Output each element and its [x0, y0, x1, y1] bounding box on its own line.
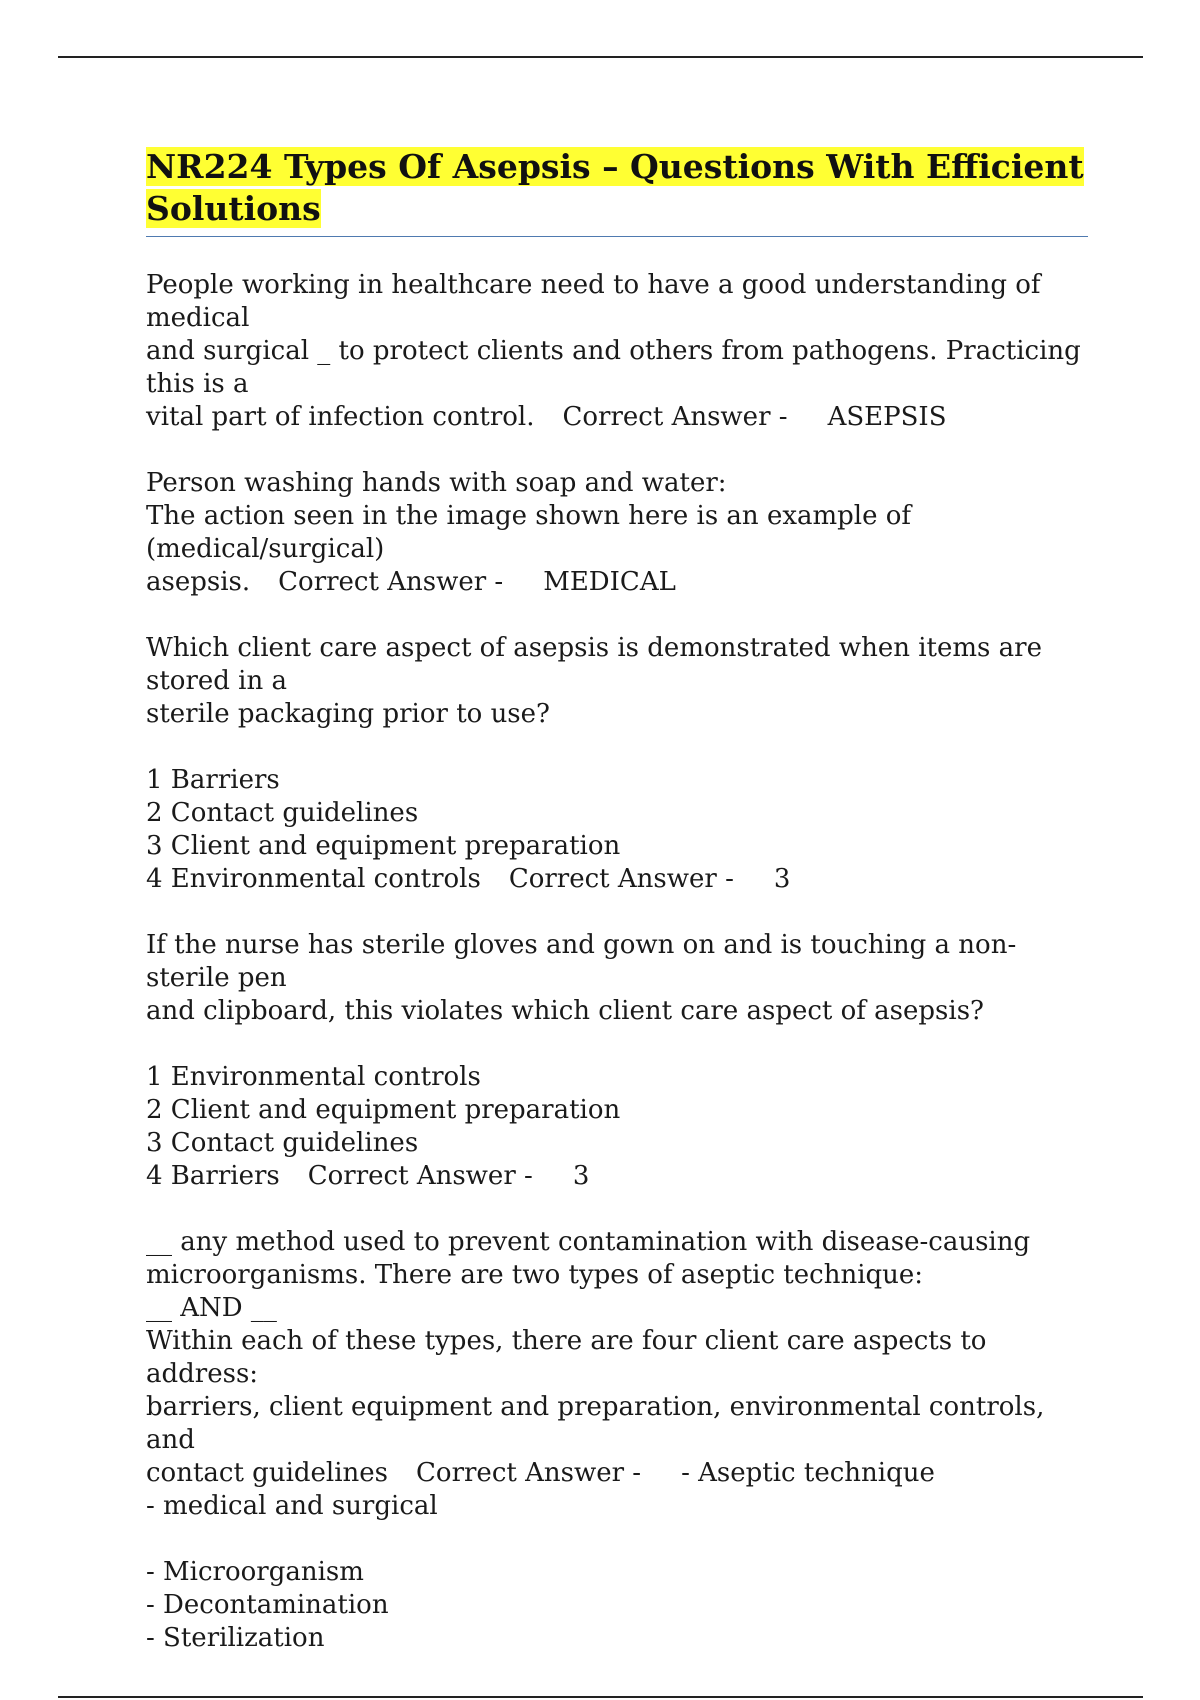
answer-label: Correct Answer -	[508, 864, 734, 894]
answer-label: Correct Answer -	[562, 402, 788, 432]
option-item-with-answer	[146, 863, 1088, 896]
answer-value: - Aseptic technique	[681, 1458, 935, 1488]
answer-value: 3	[572, 1161, 590, 1191]
question-text: Person washing hands with soap and water:	[146, 468, 727, 498]
answer-line: - Sterilization	[146, 1623, 325, 1653]
question-text: barriers, client equipment and preparation, environmental controls, and	[146, 1392, 1053, 1455]
option-item: 1 Environmental controls	[146, 1062, 481, 1092]
footer-rule	[58, 1696, 1143, 1698]
question-text: and surgical _ to protect clients and others from pathogens. Practicing this is a	[146, 336, 1090, 399]
question-block	[146, 269, 1088, 434]
answer-label: Correct Answer -	[416, 1458, 642, 1488]
option-item: 3 Contact guidelines	[146, 1128, 419, 1158]
option-item: 2 Contact guidelines	[146, 798, 419, 828]
question-text: sterile packaging prior to use?	[146, 699, 550, 729]
option-item: 4 Environmental controls	[146, 864, 481, 894]
question-block	[146, 632, 1088, 896]
question-text: Within each of these types, there are four client care aspects to address:	[146, 1326, 995, 1389]
question-text: __ any method used to prevent contamination with disease-causing	[146, 1227, 1031, 1257]
answer-line: - Microorganism	[146, 1557, 364, 1587]
spacer	[146, 1523, 1088, 1556]
question-block	[146, 1226, 1088, 1655]
option-item: 1 Barriers	[146, 765, 280, 795]
question-block	[146, 467, 1088, 599]
answer-line: - Decontamination	[146, 1590, 389, 1620]
answer-line: - medical and surgical	[146, 1491, 438, 1521]
answer-value: 3	[773, 864, 791, 894]
title-line-2: Solutions	[146, 189, 321, 228]
question-text: __ AND __	[146, 1293, 277, 1323]
option-item: 3 Client and equipment preparation	[146, 831, 621, 861]
answer-value: ASEPSIS	[827, 402, 947, 432]
question-text-with-answer	[146, 1457, 1088, 1490]
document-title	[146, 146, 1088, 230]
question-text: vital part of infection control.	[146, 402, 535, 432]
question-text: and clipboard, this violates which client care aspect of asepsis?	[146, 996, 984, 1026]
document-body	[146, 146, 1088, 1688]
answer-label: Correct Answer -	[278, 567, 504, 597]
option-item-with-answer	[146, 1160, 1088, 1193]
question-text-with-answer	[146, 566, 1088, 599]
question-text: Which client care aspect of asepsis is demonstrated when items are stored in a	[146, 633, 1051, 696]
answer-label: Correct Answer -	[307, 1161, 533, 1191]
question-text: asepsis.	[146, 567, 251, 597]
question-text-with-answer	[146, 401, 1088, 434]
header-rule	[58, 56, 1143, 58]
question-text: The action seen in the image shown here is an example of (medical/surgical)	[146, 501, 920, 564]
spacer	[146, 1028, 1088, 1061]
option-item: 2 Client and equipment preparation	[146, 1095, 621, 1125]
spacer	[146, 731, 1088, 764]
question-text: contact guidelines	[146, 1458, 389, 1488]
question-text: If the nurse has sterile gloves and gown on and is touching a non-sterile pen	[146, 930, 1017, 993]
question-block	[146, 929, 1088, 1193]
answer-value: MEDICAL	[543, 567, 676, 597]
title-line-1: NR224 Types Of Asepsis – Questions With Efficient	[146, 147, 1084, 186]
title-block	[146, 146, 1088, 237]
question-text: microorganisms. There are two types of aseptic technique:	[146, 1260, 924, 1290]
option-item: 4 Barriers	[146, 1161, 280, 1191]
question-text: People working in healthcare need to have a good understanding of medical	[146, 270, 1049, 333]
